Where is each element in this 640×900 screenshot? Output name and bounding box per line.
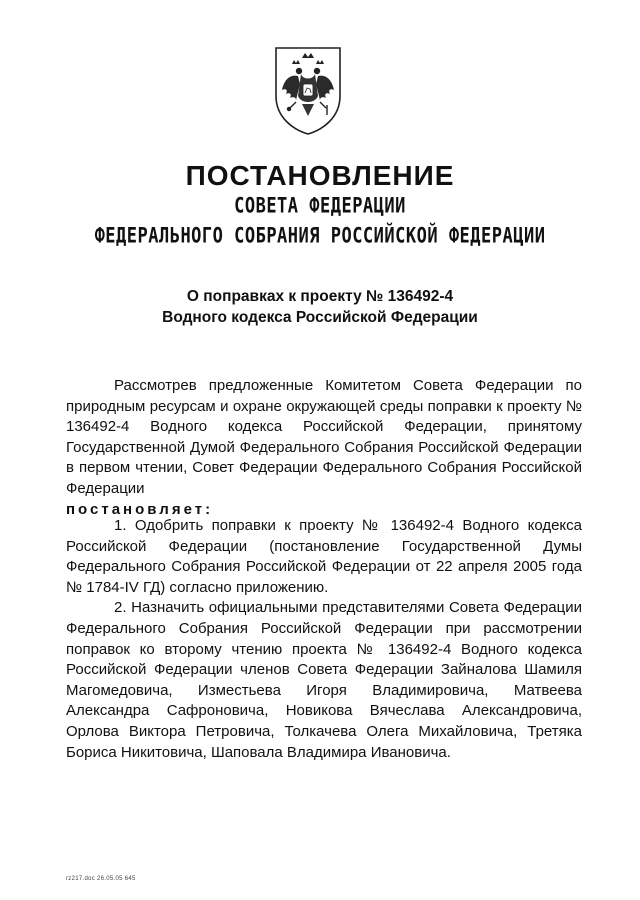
subject-line-2: Водного кодекса Российской Федерации [162,309,478,326]
coat-of-arms-emblem [272,44,344,136]
issuer-line-2: ФЕДЕРАЛЬНОГО СОБРАНИЯ РОССИЙСКОЙ ФЕДЕРАЦИИ [94,223,546,249]
preamble-text: Рассмотрев предложенные Комитетом Совета Федерации по природным ресурсам и охране окружающей среды поправки к проекту № 136492-4 Водного кодекса Российской Федерации, принятому Государственной Думой Федерального Собрания Российской Федерации в первом чтении, Совет Федерации Федерального Собрания Российской Федерации [66,377,582,497]
document-subject [0,286,640,328]
resolution-item-2: 2. Назначить официальными представителями Совета Федерации Федерального Собрания Российской Федерации при рассмотрении поправок ко второму чтению проекта № 136492-4 Водного кодекса Российской Федерации членов Совета Федерации Зайналова Шамиля Магомедовича, Изместьева Игоря Владимировича, Матвеева Александра Сафроновича, Новикова Вячеслава Александровича, Орлова Виктора Петровича, Толкачева Олега Михайловича, Третяка Бориса Никитовича, Шаповала Владимира Ивановича. [66,599,582,761]
document-title: ПОСТАНОВЛЕНИЕ [185,160,455,191]
resolves-word: постановляет: [66,500,214,518]
russian-coat-of-arms-icon [272,44,344,136]
issuer-line-1: СОВЕТА ФЕДЕРАЦИИ [234,193,406,219]
resolution-items [66,516,582,763]
file-reference: rz217.doc 26.05.05 645 [66,876,136,882]
preamble-paragraph [66,376,582,520]
resolution-item-1: 1. Одобрить поправки к проекту № 136492-4 Водного кодекса Российской Федерации (постановление Государственной Думы Федерального Собрания Российской Федерации от 22 апреля 2005 года № 1784-IV ГД) согласно приложению. [66,517,582,596]
subject-line-1: О поправках к проекту № 136492-4 [186,288,454,305]
